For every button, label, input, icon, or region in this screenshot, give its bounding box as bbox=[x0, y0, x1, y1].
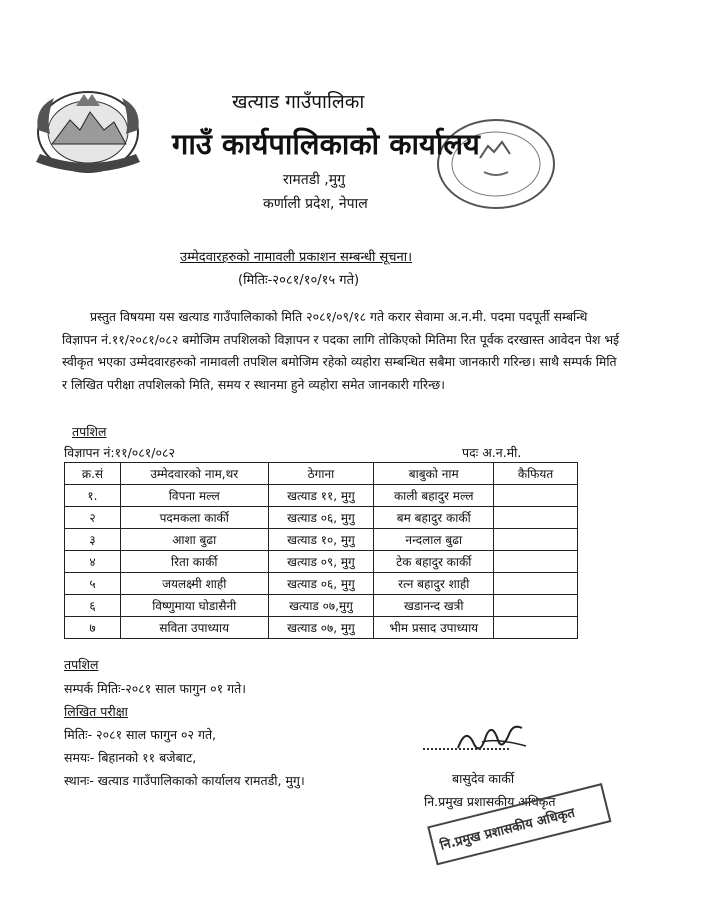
cell-address: खत्याड १०, मुगु bbox=[268, 529, 374, 551]
details-heading: तपशिल bbox=[72, 424, 107, 439]
cell-remarks bbox=[494, 507, 578, 529]
cell-father: बम बहादुर कार्की bbox=[374, 507, 494, 529]
table-row bbox=[65, 529, 578, 551]
cell-address: खत्याड ०७, मुगु bbox=[268, 617, 374, 639]
col-header-remarks: कैफियत bbox=[494, 463, 578, 485]
designation-stamp-text: नि.प्रमुख प्रशासकीय अधिकृत bbox=[438, 805, 577, 854]
signatory-title: नि.प्रमुख प्रशासकीय अधिकृत bbox=[424, 794, 556, 809]
cell-father: रत्न बहादुर शाही bbox=[374, 573, 494, 595]
cell-father: भीम प्रसाद उपाध्याय bbox=[374, 617, 494, 639]
signatory-name: बासुदेव कार्की bbox=[452, 771, 515, 786]
cell-name: रिता कार्की bbox=[120, 551, 268, 573]
col-header-name: उम्मेदवारको नाम,थर bbox=[120, 463, 268, 485]
exam-place: स्थानः- खत्याड गाउँपालिकाको कार्यालय रामतडी, मुगु। bbox=[64, 773, 305, 788]
cell-serial: ७ bbox=[65, 617, 121, 639]
cell-serial: २ bbox=[65, 507, 121, 529]
nepal-emblem-logo bbox=[24, 86, 152, 182]
cell-name: विष्णुमाया घोडासैनी bbox=[120, 595, 268, 617]
col-header-address: ठेगाना bbox=[268, 463, 374, 485]
table-row bbox=[65, 617, 578, 639]
exam-heading: लिखित परीक्षा bbox=[64, 704, 128, 719]
cell-serial: ४ bbox=[65, 551, 121, 573]
cell-address: खत्याड ०९, मुगु bbox=[268, 551, 374, 573]
table-header-row bbox=[65, 463, 578, 485]
cell-name: विपना मल्ल bbox=[120, 485, 268, 507]
cell-remarks bbox=[494, 573, 578, 595]
cell-remarks bbox=[494, 617, 578, 639]
contact-date: सम्पर्क मितिः-२०८१ साल फागुन ०१ गते। bbox=[64, 681, 247, 696]
notice-date: (मितिः-२०८१/१०/१५ गते) bbox=[238, 273, 360, 288]
table-row bbox=[65, 595, 578, 617]
cell-serial: ५ bbox=[65, 573, 121, 595]
cell-father: टेक बहादुर कार्की bbox=[374, 551, 494, 573]
notice-subject: उम्मेदवारहरुको नामावली प्रकाशन सम्बन्धी सूचना। bbox=[180, 250, 413, 265]
signature-line bbox=[423, 748, 509, 750]
contact-heading: तपशिल bbox=[64, 657, 99, 672]
address-line-1: रामतडी ,मुगु bbox=[283, 172, 345, 188]
cell-address: खत्याड ११, मुगु bbox=[268, 485, 374, 507]
cell-father: खडानन्द खत्री bbox=[374, 595, 494, 617]
cell-father: नन्दलाल बुढा bbox=[374, 529, 494, 551]
cell-serial: ६ bbox=[65, 595, 121, 617]
table-row bbox=[65, 573, 578, 595]
table-row bbox=[65, 507, 578, 529]
candidate-table bbox=[64, 462, 578, 639]
address-line-2: कर्णाली प्रदेश, नेपाल bbox=[263, 196, 368, 212]
table-row bbox=[65, 551, 578, 573]
cell-remarks bbox=[494, 529, 578, 551]
col-header-father: बाबुको नाम bbox=[374, 463, 494, 485]
cell-serial: १. bbox=[65, 485, 121, 507]
post-name: पदः अ.न.मी. bbox=[462, 445, 522, 460]
cell-serial: ३ bbox=[65, 529, 121, 551]
col-header-serial: क्र.सं bbox=[65, 463, 121, 485]
cell-address: खत्याड ०६, मुगु bbox=[268, 573, 374, 595]
notice-body-text: प्रस्तुत विषयमा यस खत्याड गाउँपालिकाको मिति २०८१/०९/१८ गते करार सेवामा अ.न.मी. पदमा पदपूर्ती सम्बन्धि विज्ञापन नं.११/२०८१/०८२ बमोजिम तपशिलको विज्ञापन र पदका लागि तोकिएको मितिमा रित पूर्वक दरखास्त आवेदन पेश भई स्वीकृत भएका उम्मेदवारहरुको नामावली तपशिल बमोजिम रहेको व्यहोरा सम्बन्धित सबैमा जानकारी गरिन्छ। साथै सम्पर्क मिति र लिखित परीक्षा तपशिलको मिति, समय र स्थानमा हुने व्यहोरा समेत जानकारी गरिन्छ। bbox=[62, 309, 620, 392]
cell-remarks bbox=[494, 595, 578, 617]
table-row bbox=[65, 485, 578, 507]
municipality-name: खत्याड गाउँपालिका bbox=[232, 91, 365, 113]
handwritten-signature bbox=[452, 718, 532, 760]
cell-name: जयलक्ष्मी शाही bbox=[120, 573, 268, 595]
cell-name: आशा बुढा bbox=[120, 529, 268, 551]
notice-body bbox=[62, 306, 622, 396]
cell-name: सविता उपाध्याय bbox=[120, 617, 268, 639]
cell-address: खत्याड ०७,मुगु bbox=[268, 595, 374, 617]
exam-time: समयः- बिहानको ११ बजेबाट, bbox=[64, 750, 197, 765]
office-name: गाउँ कार्यपालिकाको कार्यालय bbox=[172, 127, 480, 161]
cell-address: खत्याड ०६, मुगु bbox=[268, 507, 374, 529]
cell-remarks bbox=[494, 485, 578, 507]
cell-father: काली बहादुर मल्ल bbox=[374, 485, 494, 507]
exam-date: मितिः- २०८१ साल फागुन ०२ गते, bbox=[64, 727, 217, 742]
advertisement-number: विज्ञापन नं:११/०८१/०८२ bbox=[64, 445, 176, 460]
cell-remarks bbox=[494, 551, 578, 573]
cell-name: पदमकला कार्की bbox=[120, 507, 268, 529]
